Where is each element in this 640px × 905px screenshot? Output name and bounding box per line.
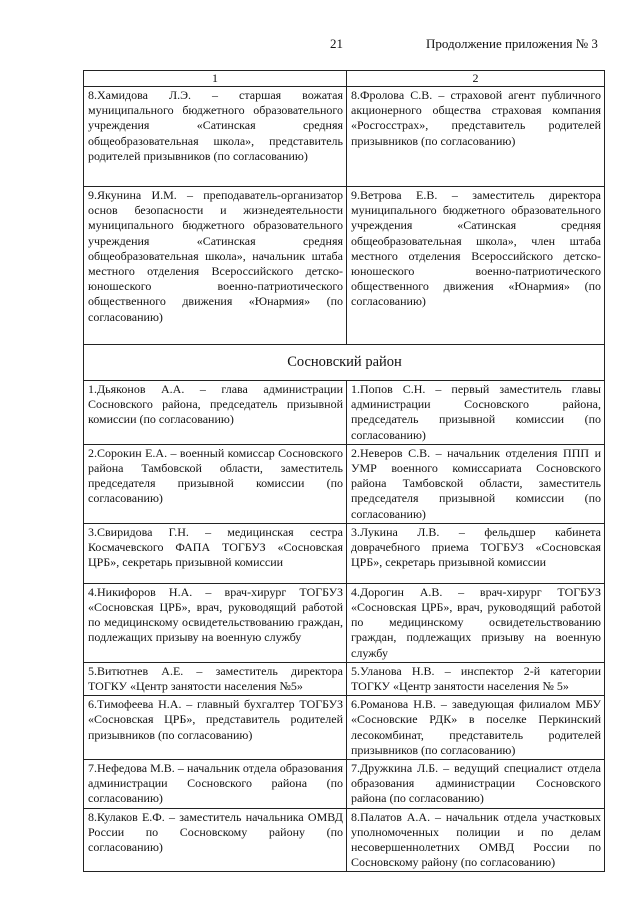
main-member-cell: 5.Витютнев А.Е. – заместитель директора ТОГКУ «Центр занятости населения №5»	[84, 662, 347, 695]
reserve-member-cell: 5.Уланова Н.В. – инспектор 2-й категории ТОГКУ «Центр занятости населения № 5»	[347, 662, 605, 695]
reserve-member-cell: 3.Лукина Л.В. – фельдшер кабинета доврачебного приема ТОГБУЗ «Сосновская ЦРБ», секретарь призывной комиссии	[347, 523, 605, 583]
main-member-cell: 9.Якунина И.М. – преподаватель-организатор основ безопасности и жизнедеятельности муниципального бюджетного образовательного учреждения «Сатинская средняя общеобразовательная школа», начальник штаба местного отделения Всероссийского детско-юношеского военно-патриотического общественного движения «Юнармия» (по согласованию)	[84, 187, 347, 345]
main-member-cell: 7.Нефедова М.В. – начальник отдела образования администрации Сосновского района (по согласованию)	[84, 760, 347, 809]
reserve-member-cell: 4.Дорогин А.В. – врач-хирург ТОГБУЗ «Сосновская ЦРБ», врач, руководящий работой по медицинскому освидетельствованию граждан, подлежащих призыву на военную службу	[347, 583, 605, 662]
table-row	[84, 87, 605, 187]
page-number: 21	[330, 36, 343, 51]
main-member-cell: 8.Хамидова Л.Э. – старшая вожатая муниципального бюджетного образовательного учреждения «Сатинская средняя общеобразовательная школа», представитель родителей призывников (по согласованию)	[84, 87, 347, 187]
table-row	[84, 760, 605, 809]
section-row	[84, 345, 605, 381]
table-row	[84, 187, 605, 345]
table-row	[84, 696, 605, 760]
reserve-member-cell: 6.Романова Н.В. – заведующая филиалом МБУ «Сосновские РДК» в поселке Перкинский лесокомбинат, представитель родителей призывников (по согласованию)	[347, 696, 605, 760]
district-section-title: Сосновский район	[84, 345, 605, 381]
column-header-row	[84, 71, 605, 87]
table-row	[84, 583, 605, 662]
main-member-cell: 8.Кулаков Е.Ф. – заместитель начальника ОМВД России по Сосновскому району (по согласованию)	[84, 808, 347, 872]
reserve-member-cell: 9.Ветрова Е.В. – заместитель директора муниципального бюджетного образовательного учреждения «Сатинская средняя общеобразовательная школа», член штаба местного отделения Всероссийского детско-юношеского военно-патриотического общественного движения «Юнармия» (по согласованию)	[347, 187, 605, 345]
main-member-cell: 6.Тимофеева Н.А. – главный бухгалтер ТОГБУЗ «Сосновская ЦРБ», представитель родителей призывников (по согласованию)	[84, 696, 347, 760]
appendix-continuation-note: Продолжение приложения № 3	[426, 36, 598, 51]
commission-roster-table	[83, 70, 605, 872]
table-row	[84, 662, 605, 695]
table-row	[84, 523, 605, 583]
reserve-member-cell: 2.Неверов С.В. – начальник отделения ППП и УМР военного комиссариата Сосновского района Тамбовской области, заместитель председателя призывной комиссии (по согласованию)	[347, 444, 605, 523]
main-member-cell: 4.Никифоров Н.А. – врач-хирург ТОГБУЗ «Сосновская ЦРБ», врач, руководящий работой по медицинскому освидетельствованию граждан, подлежащих призыву на военную службу	[84, 583, 347, 662]
main-member-cell: 2.Сорокин Е.А. – военный комиссар Сосновского района Тамбовской области, заместитель председателя призывной комиссии (по согласованию)	[84, 444, 347, 523]
table-row	[84, 381, 605, 445]
main-member-cell: 3.Свиридова Г.Н. – медицинская сестра Космачевского ФАПА ТОГБУЗ «Сосновская ЦРБ», секретарь призывной комиссии	[84, 523, 347, 583]
reserve-member-cell: 8.Палатов А.А. – начальник отдела участковых уполномоченных полиции и по делам несовершеннолетних ОМВД России по Сосновскому району (по согласованию)	[347, 808, 605, 872]
reserve-member-cell: 1.Попов С.Н. – первый заместитель главы администрации Сосновского района, председатель призывной комиссии (по согласованию)	[347, 381, 605, 445]
table-row	[84, 444, 605, 523]
column-header-1: 1	[84, 71, 347, 87]
table-row	[84, 808, 605, 872]
reserve-member-cell: 8.Фролова С.В. – страховой агент публичного акционерного общества страховая компания «Росгосстрах», представитель родителей призывников (по согласованию)	[347, 87, 605, 187]
column-header-2: 2	[347, 71, 605, 87]
reserve-member-cell: 7.Дружкина Л.Б. – ведущий специалист отдела образования администрации Сосновского района (по согласованию)	[347, 760, 605, 809]
main-member-cell: 1.Дьяконов А.А. – глава администрации Сосновского района, председатель призывной комиссии (по согласованию)	[84, 381, 347, 445]
